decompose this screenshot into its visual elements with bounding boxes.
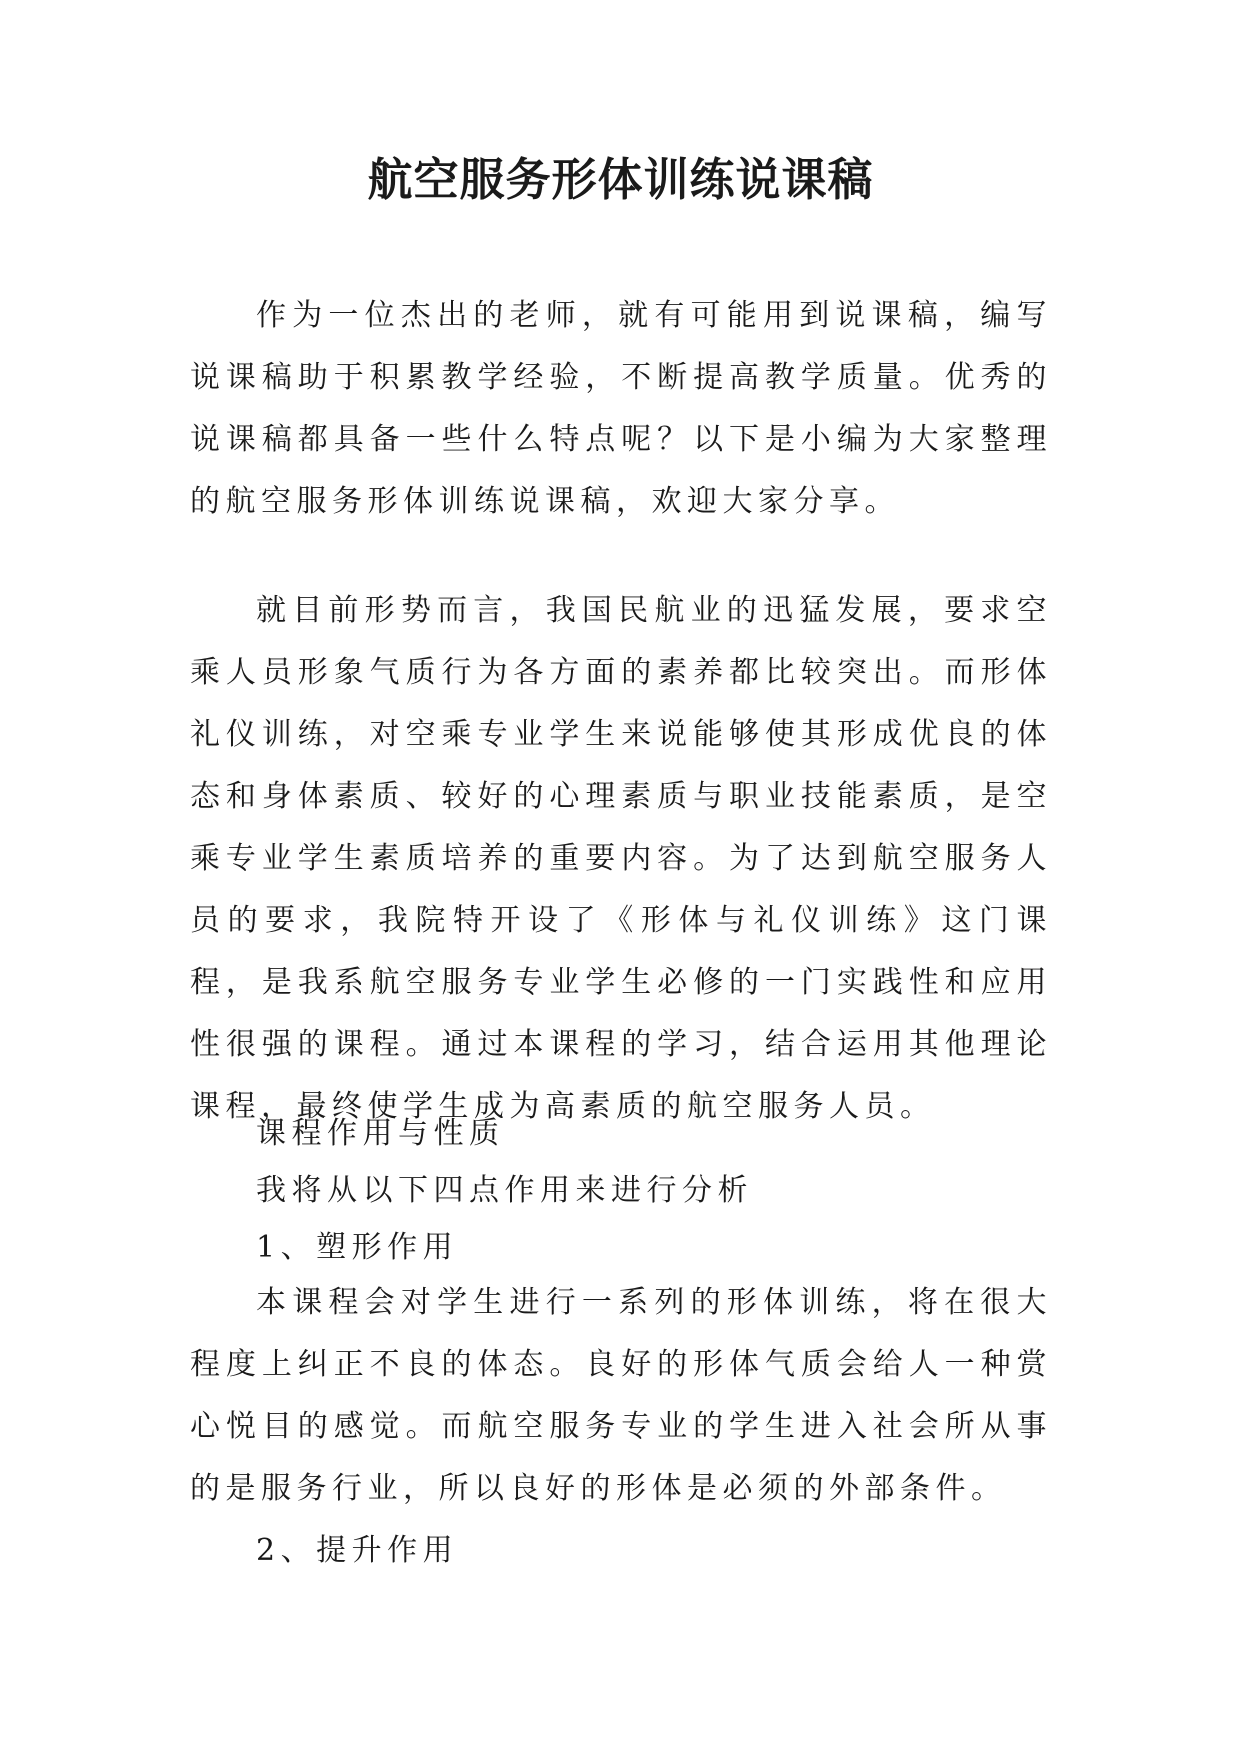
four-points-intro: 我将从以下四点作用来进行分析 [256,1173,753,1208]
point-2-heading: 2、提升作用 [256,1533,459,1568]
document-title: 航空服务形体训练说课稿 [367,153,874,206]
point-1-heading: 1、塑形作用 [256,1230,459,1265]
main-paragraph: 就目前形势而言，我国民航业的迅猛发展，要求空乘人员形象气质行为各方面的素养都比较突出。而形体礼仪训练，对空乘专业学生来说能够使其形成优良的体态和身体素质、较好的心理素质与职业技能素质，是空乘专业学生素质培养的重要内容。为了达到航空服务人员的要求，我院特开设了《形体与礼仪训练》这门课程，是我系航空服务专业学生必修的一门实践性和应用性很强的课程。通过本课程的学习，结合运用其他理论课程，最终使学生成为高素质的航空服务人员。 [190,593,1052,1124]
section-heading-course-role: 课程作用与性质 [256,1116,505,1151]
point-1-paragraph: 本课程会对学生进行一系列的形体训练，将在很大程度上纠正不良的体态。良好的形体气质会给人一种赏心悦目的感觉。而航空服务专业的学生进入社会所从事的是服务行业，所以良好的形体是必须的外部条件。 [190,1285,1052,1506]
intro-paragraph: 作为一位杰出的老师，就有可能用到说课稿，编写说课稿助于积累教学经验，不断提高教学质量。优秀的说课稿都具备一些什么特点呢？以下是小编为大家整理的航空服务形体训练说课稿，欢迎大家分享。 [190,298,1052,519]
